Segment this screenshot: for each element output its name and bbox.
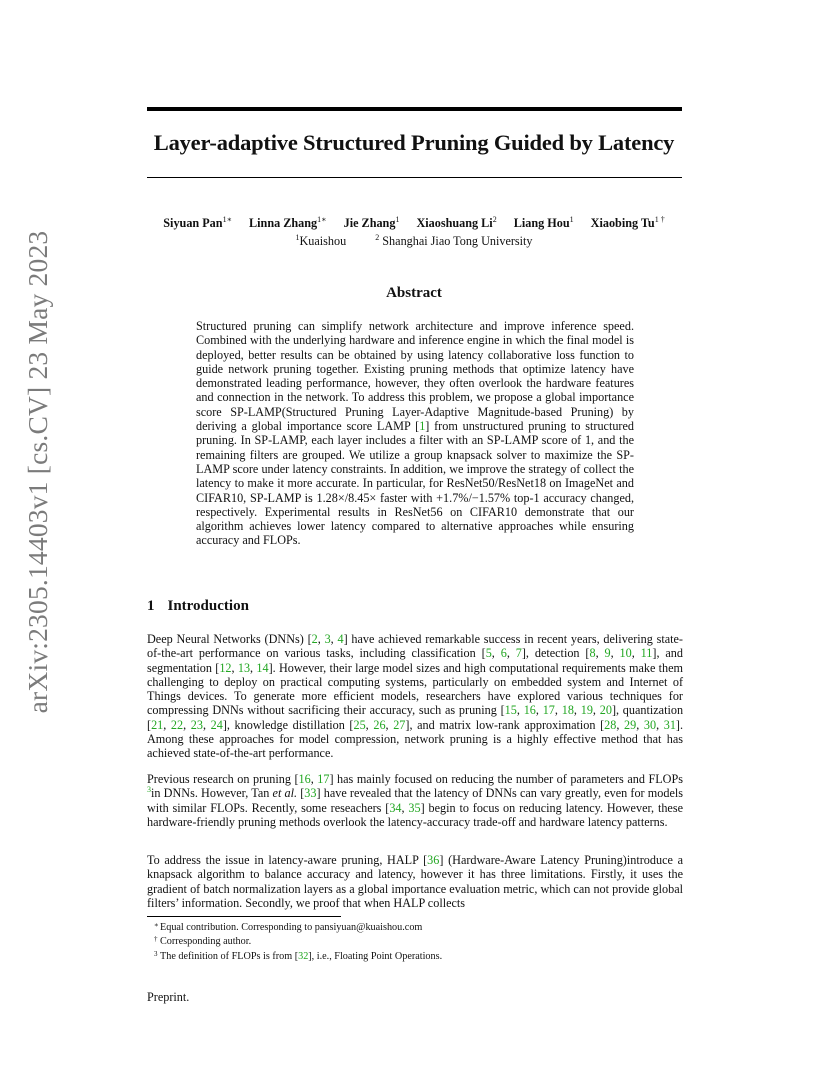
intro-paragraph-1: Deep Neural Networks (DNNs) [2, 3, 4] have achieved remarkable success in recent years, delivering state-of-the-art performance on various tasks, including classification [5, 6, 7], detection [8, 9, 10, 11], and segmentation [12, 13, 14]. However, their large model sizes and high computational requirements make them challenging to deploy on practical computing systems, particularly on embedded system and Internet of Things devices. To generate more efficient models, researchers have explored various techniques for compressing DNNs without sacrificing their accuracy, such as pruning [15, 16, 17, 18, 19, 20], quantization [21, 22, 23, 24], knowledge distillation [25, 26, 27], and matrix low-rank approximation [28, 29, 30, 31]. Among these approaches for model compression, network pruning is a highly effective method that has achieved state-of-the-art performance. (147, 632, 684, 761)
citation-link[interactable]: 18 (561, 703, 574, 718)
citation-link[interactable]: 1 (419, 419, 426, 434)
arxiv-identifier: arXiv:2305.14403v1 [cs.CV] 23 May 2023 (22, 230, 53, 714)
author: Xiaobing $Tu^{1 \dagger}$ (590, 215, 665, 231)
citation-link[interactable]: 15 (504, 703, 517, 718)
citation-link[interactable]: 34 (389, 800, 402, 815)
citation-link[interactable]: 31 (663, 717, 676, 732)
citation-link[interactable]: 23 (190, 717, 203, 732)
citation-link[interactable]: 30 (643, 717, 657, 732)
citation-link[interactable]: 12 (219, 660, 232, 675)
footnote: 3 The definition of FLOPs is from [32], i.e., Floating Point Operations. (154, 950, 443, 962)
citation-link[interactable]: 20 (599, 703, 612, 718)
citation-link[interactable]: 5 (485, 646, 492, 661)
citation-link[interactable]: 36 (427, 853, 440, 867)
author: Linna Zhang$^{1∗}$ (249, 215, 327, 231)
citation-link[interactable]: 24 (210, 717, 223, 732)
citation-link[interactable]: 22 (170, 717, 184, 732)
citation-link[interactable]: 14 (256, 660, 269, 675)
affiliation: $^1$Kuaishou (295, 233, 347, 249)
footnote-rule (147, 916, 341, 917)
author: Siyuan Pan$^{1∗}$ (163, 215, 232, 231)
author: Liang Hou$^1$ (513, 215, 574, 231)
citation-link[interactable]: 16 (523, 703, 536, 718)
citation-link[interactable]: 3 (324, 632, 331, 646)
citation-link[interactable]: 13 (237, 660, 251, 675)
author: Xiaoshuang Li$^2$ (416, 215, 497, 231)
citation-link[interactable]: 11 (640, 646, 653, 661)
citation-link[interactable]: 27 (393, 717, 406, 732)
citation-link[interactable]: 29 (624, 717, 637, 732)
citation-link[interactable]: 8 (589, 646, 596, 661)
citation-link[interactable]: 10 (619, 646, 632, 661)
footnote: † Corresponding author. (154, 935, 252, 947)
abstract-text: Structured pruning can simplify network architecture and improve inference speed. Combined with the underlying hardware and inference engine in which the final model is deployed, better results can be obtained by using latency collaborative loss function to guide network pruning together. Existing pruning methods that optimize latency have demonstrated leading performance, however, they often overlook the hardware features and connection in the network. To address this problem, we propose a global importance score SP-LAMP(Structured Pruning Layer-Adaptive Magnitude-based Pruning) by deriving a global importance score LAMP [1] from unstructured pruning to structured pruning. In SP-LAMP, each layer includes a filter with an SP-LAMP score of 1, and the remaining filters are grouped. We utilize a group knapsack solver to maximize the SP-LAMP score under latency constraints. In addition, we improve the strategy of collect the latency to make it more accurate. In particular, for ResNet50/ResNet18 on ImageNet and CIFAR10, SP-LAMP is 1.28×/8.45× faster with +1.7%/−1.57% top-1 accuracy changed, respectively. Experimental results in ResNet56 on CIFAR10 demonstrate that our algorithm achieves lower latency compared to alternative approaches while ensuring accuracy and FLOPs. (196, 319, 634, 548)
citation-link[interactable]: 19 (580, 703, 593, 718)
abstract-heading: Abstract (386, 285, 442, 301)
citation-link[interactable]: 16 (298, 772, 311, 786)
affiliations (0, 233, 828, 249)
citation-link[interactable]: 32 (298, 951, 309, 962)
preprint-note: Preprint. (147, 990, 190, 1004)
citation-link[interactable]: 4 (337, 632, 344, 646)
intro-paragraph-3: To address the issue in latency-aware pruning, HALP [36] (Hardware-Aware Latency Pruning)introduce a knapsack algorithm to balance accuracy and latency, however it has three limitations. Firstly, it uses the gradient of batch normalization layers as a global importance evaluation metric, which can not provide global filters’ information. Secondly, we proof that when HALP collects (147, 853, 683, 910)
citation-link[interactable]: 25 (353, 717, 366, 732)
citation-link[interactable]: 28 (604, 717, 617, 732)
citation-link[interactable]: 17 (317, 772, 330, 786)
citation-link[interactable]: 35 (408, 800, 421, 815)
intro-paragraph-2: Previous research on pruning [16, 17] has mainly focused on reducing the number of parameters and FLOPs $^3$in DNNs. However, Tan et al. [33] have revealed that the latency of DNNs can vary greatly, even for models with similar FLOPs. Recently, some reseachers [34, 35] begin to focus on reducing latency. However, these hardware-friendly pruning methods overlook the latency-accuracy trade-off and hardware latency patterns. (147, 772, 683, 829)
title-bottom-rule (147, 177, 682, 178)
paper-title: Layer-adaptive Structured Pruning Guided by Latency (153, 130, 675, 155)
citation-link[interactable]: 17 (542, 703, 555, 718)
author-list (0, 215, 828, 231)
citation-link[interactable]: 33 (304, 786, 317, 801)
footnote-marker[interactable]: 3 (147, 785, 151, 795)
citation-link[interactable]: 21 (151, 717, 164, 732)
citation-link[interactable]: 7 (515, 646, 522, 661)
author: Jie Zhang$^1$ (343, 215, 400, 231)
citation-link[interactable]: 26 (373, 717, 386, 732)
title-top-rule (147, 107, 682, 111)
section-heading: 1 Introduction (147, 598, 249, 614)
citation-link[interactable]: 9 (604, 646, 611, 661)
affiliation: $^2$ Shanghai Jiao Tong University (375, 233, 533, 249)
footnote: ∗ Equal contribution. Corresponding to pansiyuan@kuaishou.com (154, 921, 423, 933)
citation-link[interactable]: 6 (500, 646, 507, 661)
citation-link[interactable]: 2 (311, 632, 318, 646)
